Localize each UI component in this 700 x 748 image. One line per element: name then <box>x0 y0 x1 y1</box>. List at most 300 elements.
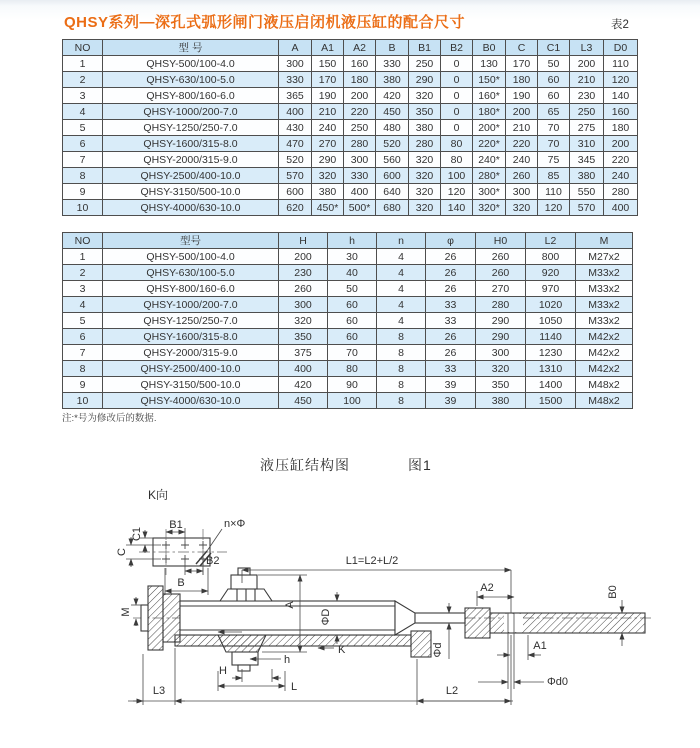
dim-m <box>120 597 141 626</box>
value-cell: 4 <box>377 265 426 281</box>
value-cell: 1050 <box>526 313 576 329</box>
value-cell: 4 <box>377 281 426 297</box>
value-cell: 80 <box>441 152 473 168</box>
value-cell: 320 <box>409 200 441 216</box>
value-cell: 290 <box>409 72 441 88</box>
value-cell: 280 <box>604 184 638 200</box>
value-cell: 39 <box>426 377 476 393</box>
row-number-cell: 2 <box>63 72 103 88</box>
value-cell: 8 <box>377 345 426 361</box>
k-view-label: K向 <box>148 488 169 502</box>
value-cell: 330 <box>344 168 376 184</box>
model-cell: QHSY-4000/630-10.0 <box>103 393 279 409</box>
model-cell: QHSY-4000/630-10.0 <box>103 200 279 216</box>
value-cell: 1140 <box>526 329 576 345</box>
value-cell: 60 <box>328 313 377 329</box>
value-cell: 570 <box>279 168 312 184</box>
value-cell: 90 <box>328 377 377 393</box>
column-header: L2 <box>526 233 576 249</box>
value-cell: 320 <box>506 200 538 216</box>
mounting-dimensions-table <box>62 232 633 409</box>
value-cell: 275 <box>570 120 604 136</box>
column-header: B1 <box>409 40 441 56</box>
value-cell: 130 <box>473 56 506 72</box>
page-title: QHSY系列—深孔式弧形闸门液压启闭机液压缸的配合尺寸 <box>64 14 466 31</box>
value-cell: 280 <box>476 297 526 313</box>
table-row <box>63 168 638 184</box>
value-cell: 400 <box>279 361 328 377</box>
column-header: n <box>377 233 426 249</box>
footnote: 注:*号为修改后的数据. <box>62 413 157 424</box>
label-L: L <box>291 681 298 693</box>
value-cell: 270 <box>312 136 344 152</box>
dim-phi-d0 <box>478 676 568 688</box>
model-cell: QHSY-3150/500-10.0 <box>103 184 279 200</box>
value-cell: 0 <box>441 72 473 88</box>
value-cell: 80 <box>441 136 473 152</box>
value-cell: 8 <box>377 377 426 393</box>
label-a1: A1 <box>533 640 547 652</box>
value-cell: 330 <box>279 72 312 88</box>
value-cell: 60 <box>538 88 570 104</box>
table-row <box>63 72 638 88</box>
value-cell: M42x2 <box>576 329 633 345</box>
column-header: NO <box>63 233 103 249</box>
value-cell: 150* <box>473 72 506 88</box>
value-cell: 210 <box>570 72 604 88</box>
column-header: D0 <box>604 40 638 56</box>
column-header: H0 <box>476 233 526 249</box>
value-cell: 230 <box>279 265 328 281</box>
value-cell: 180 <box>506 72 538 88</box>
value-cell: 240* <box>473 152 506 168</box>
value-cell: 400 <box>344 184 376 200</box>
row-number-cell: 1 <box>63 249 103 265</box>
value-cell: 300 <box>279 56 312 72</box>
value-cell: 150 <box>312 56 344 72</box>
value-cell: 375 <box>279 345 328 361</box>
value-cell: 280* <box>473 168 506 184</box>
row-number-cell: 8 <box>63 361 103 377</box>
value-cell: 300 <box>279 297 328 313</box>
value-cell: 70 <box>538 136 570 152</box>
value-cell: 480 <box>376 120 409 136</box>
label-b1: B1 <box>169 519 183 531</box>
label-m: M <box>120 607 132 617</box>
model-cell: QHSY-2500/400-10.0 <box>103 168 279 184</box>
value-cell: M48x2 <box>576 377 633 393</box>
gate-plate-strip <box>175 635 411 646</box>
value-cell: 60 <box>538 72 570 88</box>
value-cell: 365 <box>279 88 312 104</box>
value-cell: 180 <box>604 120 638 136</box>
value-cell: 380 <box>312 184 344 200</box>
value-cell: 970 <box>526 281 576 297</box>
value-cell: 620 <box>279 200 312 216</box>
column-header: B <box>376 40 409 56</box>
value-cell: 400 <box>604 200 638 216</box>
value-cell: 560 <box>376 152 409 168</box>
column-header: C <box>506 40 538 56</box>
table-row <box>63 297 633 313</box>
cylinder-section-view <box>133 568 652 689</box>
cylinder-structure-drawing <box>0 483 700 748</box>
row-number-cell: 8 <box>63 168 103 184</box>
table-row <box>63 120 638 136</box>
value-cell: 250 <box>409 56 441 72</box>
value-cell: 1310 <box>526 361 576 377</box>
row-number-cell: 4 <box>63 104 103 120</box>
value-cell: 200 <box>570 56 604 72</box>
table-row <box>63 104 638 120</box>
value-cell: 320 <box>409 88 441 104</box>
piston-rod <box>415 613 465 623</box>
value-cell: 230 <box>570 88 604 104</box>
model-cell: QHSY-1000/200-7.0 <box>103 297 279 313</box>
column-header: L3 <box>570 40 604 56</box>
value-cell: 170 <box>312 72 344 88</box>
value-cell: 140 <box>441 200 473 216</box>
value-cell: 290 <box>476 329 526 345</box>
value-cell: 0 <box>441 88 473 104</box>
value-cell: 420 <box>376 88 409 104</box>
value-cell: 30 <box>328 249 377 265</box>
value-cell: 320 <box>312 168 344 184</box>
value-cell: 70 <box>538 120 570 136</box>
value-cell: M42x2 <box>576 345 633 361</box>
value-cell: M33x2 <box>576 297 633 313</box>
upper-bolt <box>238 568 250 575</box>
row-number-cell: 3 <box>63 88 103 104</box>
table-row <box>63 361 633 377</box>
value-cell: 39 <box>426 393 476 409</box>
value-cell: 33 <box>426 313 476 329</box>
dim-a2 <box>477 582 514 606</box>
row-number-cell: 9 <box>63 377 103 393</box>
model-cell: QHSY-3150/500-10.0 <box>103 377 279 393</box>
row-number-cell: 7 <box>63 152 103 168</box>
model-cell: QHSY-2500/400-10.0 <box>103 361 279 377</box>
model-cell: QHSY-2000/315-9.0 <box>103 345 279 361</box>
value-cell: 200* <box>473 120 506 136</box>
value-cell: 8 <box>377 329 426 345</box>
value-cell: 800 <box>526 249 576 265</box>
column-header: H <box>279 233 328 249</box>
row-number-cell: 10 <box>63 200 103 216</box>
column-header: φ <box>426 233 476 249</box>
value-cell: 26 <box>426 265 476 281</box>
table-row <box>63 329 633 345</box>
upper-cap <box>231 575 257 589</box>
value-cell: 320 <box>476 361 526 377</box>
value-cell: 220 <box>506 136 538 152</box>
table-row <box>63 200 638 216</box>
value-cell: 380 <box>476 393 526 409</box>
value-cell: 420 <box>279 377 328 393</box>
value-cell: 270 <box>476 281 526 297</box>
row-number-cell: 3 <box>63 281 103 297</box>
value-cell: 320 <box>409 168 441 184</box>
value-cell: 430 <box>279 120 312 136</box>
dim-b2 <box>185 555 219 575</box>
value-cell: 290 <box>476 313 526 329</box>
row-number-cell: 1 <box>63 56 103 72</box>
value-cell: 1500 <box>526 393 576 409</box>
column-header: 型号 <box>103 233 279 249</box>
value-cell: 240 <box>604 168 638 184</box>
value-cell: 345 <box>570 152 604 168</box>
model-cell: QHSY-800/160-6.0 <box>103 281 279 297</box>
table-row <box>63 345 633 361</box>
value-cell: 26 <box>426 345 476 361</box>
value-cell: 380 <box>409 120 441 136</box>
value-cell: 210 <box>506 120 538 136</box>
value-cell: 190 <box>506 88 538 104</box>
value-cell: 160* <box>473 88 506 104</box>
row-number-cell: 6 <box>63 329 103 345</box>
figure-title: 液压缸结构图 <box>260 457 350 473</box>
value-cell: 240 <box>312 120 344 136</box>
value-cell: 40 <box>328 265 377 281</box>
value-cell: M33x2 <box>576 281 633 297</box>
value-cell: M33x2 <box>576 313 633 329</box>
label-b2: B2 <box>206 555 220 567</box>
lower-bolt <box>238 665 250 671</box>
value-cell: 110 <box>604 56 638 72</box>
label-c1: C1 <box>131 526 143 542</box>
model-cell: QHSY-630/100-5.0 <box>103 72 279 88</box>
value-cell: 120 <box>441 184 473 200</box>
value-cell: 260 <box>279 281 328 297</box>
header-row <box>63 40 638 56</box>
value-cell: 4 <box>377 313 426 329</box>
rear-cap-block <box>163 594 180 642</box>
model-cell: QHSY-800/160-6.0 <box>103 88 279 104</box>
table-row <box>63 184 638 200</box>
value-cell: 120 <box>538 200 570 216</box>
value-cell: 320* <box>473 200 506 216</box>
label-l2: L2 <box>445 685 459 697</box>
value-cell: 300 <box>506 184 538 200</box>
model-cell: QHSY-500/100-4.0 <box>103 249 279 265</box>
column-header: A1 <box>312 40 344 56</box>
value-cell: 310 <box>570 136 604 152</box>
value-cell: 100 <box>328 393 377 409</box>
row-number-cell: 7 <box>63 345 103 361</box>
model-cell: QHSY-500/100-4.0 <box>103 56 279 72</box>
value-cell: 320 <box>409 184 441 200</box>
value-cell: 100 <box>441 168 473 184</box>
column-header: B0 <box>473 40 506 56</box>
label-n-phi: n×Φ <box>224 518 246 530</box>
value-cell: M42x2 <box>576 361 633 377</box>
value-cell: 550 <box>570 184 604 200</box>
value-cell: 280 <box>344 136 376 152</box>
row-number-cell: 4 <box>63 297 103 313</box>
value-cell: 220 <box>604 152 638 168</box>
value-cell: 60 <box>328 297 377 313</box>
value-cell: 320 <box>409 152 441 168</box>
table-tag: 表2 <box>611 19 629 31</box>
dim-L <box>218 671 297 693</box>
value-cell: 0 <box>441 120 473 136</box>
value-cell: 50 <box>538 56 570 72</box>
value-cell: 70 <box>328 345 377 361</box>
value-cell: 500* <box>344 200 376 216</box>
value-cell: 50 <box>328 281 377 297</box>
value-cell: 920 <box>526 265 576 281</box>
value-cell: 110 <box>538 184 570 200</box>
value-cell: 210 <box>312 104 344 120</box>
value-cell: 200 <box>506 104 538 120</box>
value-cell: 450 <box>279 393 328 409</box>
value-cell: 200 <box>344 88 376 104</box>
gate-lug <box>411 631 431 657</box>
value-cell: 280 <box>409 136 441 152</box>
value-cell: 450 <box>376 104 409 120</box>
value-cell: 33 <box>426 361 476 377</box>
model-cell: QHSY-1600/315-8.0 <box>103 136 279 152</box>
value-cell: 65 <box>538 104 570 120</box>
value-cell: 680 <box>376 200 409 216</box>
label-H: H <box>219 665 227 677</box>
value-cell: 350 <box>409 104 441 120</box>
label-l3: L3 <box>152 685 166 697</box>
value-cell: 4 <box>377 249 426 265</box>
rear-flange-plate <box>148 586 163 650</box>
value-cell: 1230 <box>526 345 576 361</box>
value-cell: 260 <box>476 249 526 265</box>
value-cell: 300 <box>344 152 376 168</box>
model-cell: QHSY-630/100-5.0 <box>103 265 279 281</box>
value-cell: 240 <box>506 152 538 168</box>
value-cell: M27x2 <box>576 249 633 265</box>
table-row <box>63 393 633 409</box>
column-header: A2 <box>344 40 376 56</box>
label-h: h <box>284 654 291 666</box>
value-cell: 180* <box>473 104 506 120</box>
value-cell: 330 <box>376 56 409 72</box>
value-cell: 85 <box>538 168 570 184</box>
column-header: A <box>279 40 312 56</box>
column-header: h <box>328 233 377 249</box>
header-row <box>63 233 633 249</box>
value-cell: 520 <box>279 152 312 168</box>
rear-stub <box>141 605 148 631</box>
dim-b <box>165 568 208 595</box>
value-cell: 26 <box>426 281 476 297</box>
value-cell: 320 <box>279 313 328 329</box>
row-number-cell: 10 <box>63 393 103 409</box>
label-a: A <box>284 601 296 609</box>
model-cell: QHSY-2000/315-9.0 <box>103 152 279 168</box>
table-row <box>63 56 638 72</box>
label-b0: B0 <box>607 585 619 599</box>
value-cell: 26 <box>426 249 476 265</box>
value-cell: 300 <box>476 345 526 361</box>
value-cell: 140 <box>604 88 638 104</box>
model-cell: QHSY-1250/250-7.0 <box>103 120 279 136</box>
table-row <box>63 152 638 168</box>
value-cell: 350 <box>476 377 526 393</box>
k-view-flange <box>116 518 246 595</box>
value-cell: 200 <box>279 249 328 265</box>
table-row <box>63 249 633 265</box>
value-cell: 8 <box>377 361 426 377</box>
value-cell: 120 <box>604 72 638 88</box>
value-cell: 350 <box>279 329 328 345</box>
model-cell: QHSY-1250/250-7.0 <box>103 313 279 329</box>
value-cell: 290 <box>312 152 344 168</box>
label-a2: A2 <box>480 582 494 594</box>
value-cell: 640 <box>376 184 409 200</box>
table-row <box>63 281 633 297</box>
row-number-cell: 9 <box>63 184 103 200</box>
row-number-cell: 2 <box>63 265 103 281</box>
value-cell: 300* <box>473 184 506 200</box>
column-header: B2 <box>441 40 473 56</box>
model-cell: QHSY-1600/315-8.0 <box>103 329 279 345</box>
value-cell: 4 <box>377 297 426 313</box>
value-cell: 250 <box>344 120 376 136</box>
model-cell: QHSY-1000/200-7.0 <box>103 104 279 120</box>
lower-cap <box>232 652 258 665</box>
table-row <box>63 265 633 281</box>
value-cell: 0 <box>441 56 473 72</box>
value-cell: 1400 <box>526 377 576 393</box>
value-cell: 180 <box>344 72 376 88</box>
value-cell: 470 <box>279 136 312 152</box>
rod-nut-block <box>465 608 490 638</box>
table-row <box>63 136 638 152</box>
value-cell: 600 <box>279 184 312 200</box>
value-cell: 80 <box>328 361 377 377</box>
table-row <box>63 313 633 329</box>
value-cell: 250 <box>570 104 604 120</box>
value-cell: 380 <box>376 72 409 88</box>
value-cell: 160 <box>604 104 638 120</box>
fit-dimensions-table <box>62 39 638 216</box>
value-cell: 60 <box>328 329 377 345</box>
value-cell: 160 <box>344 56 376 72</box>
value-cell: 75 <box>538 152 570 168</box>
label-phi-d: Φd <box>432 642 444 658</box>
figure-tag: 图1 <box>408 457 432 473</box>
value-cell: 190 <box>312 88 344 104</box>
value-cell: 26 <box>426 329 476 345</box>
value-cell: 260 <box>506 168 538 184</box>
value-cell: 380 <box>570 168 604 184</box>
value-cell: 400 <box>279 104 312 120</box>
label-c: C <box>116 548 128 556</box>
table-row <box>63 88 638 104</box>
value-cell: 33 <box>426 297 476 313</box>
rod-reducer <box>395 601 415 635</box>
value-cell: 260 <box>476 265 526 281</box>
label-phi-D: ΦD <box>320 608 332 626</box>
value-cell: 220 <box>344 104 376 120</box>
value-cell: 520 <box>376 136 409 152</box>
label-l1: L1=L2+L/2 <box>345 555 399 567</box>
value-cell: M33x2 <box>576 265 633 281</box>
value-cell: 200 <box>604 136 638 152</box>
value-cell: M48x2 <box>576 393 633 409</box>
row-number-cell: 6 <box>63 136 103 152</box>
value-cell: 170 <box>506 56 538 72</box>
value-cell: 1020 <box>526 297 576 313</box>
label-k: K <box>338 644 346 656</box>
value-cell: 450* <box>312 200 344 216</box>
